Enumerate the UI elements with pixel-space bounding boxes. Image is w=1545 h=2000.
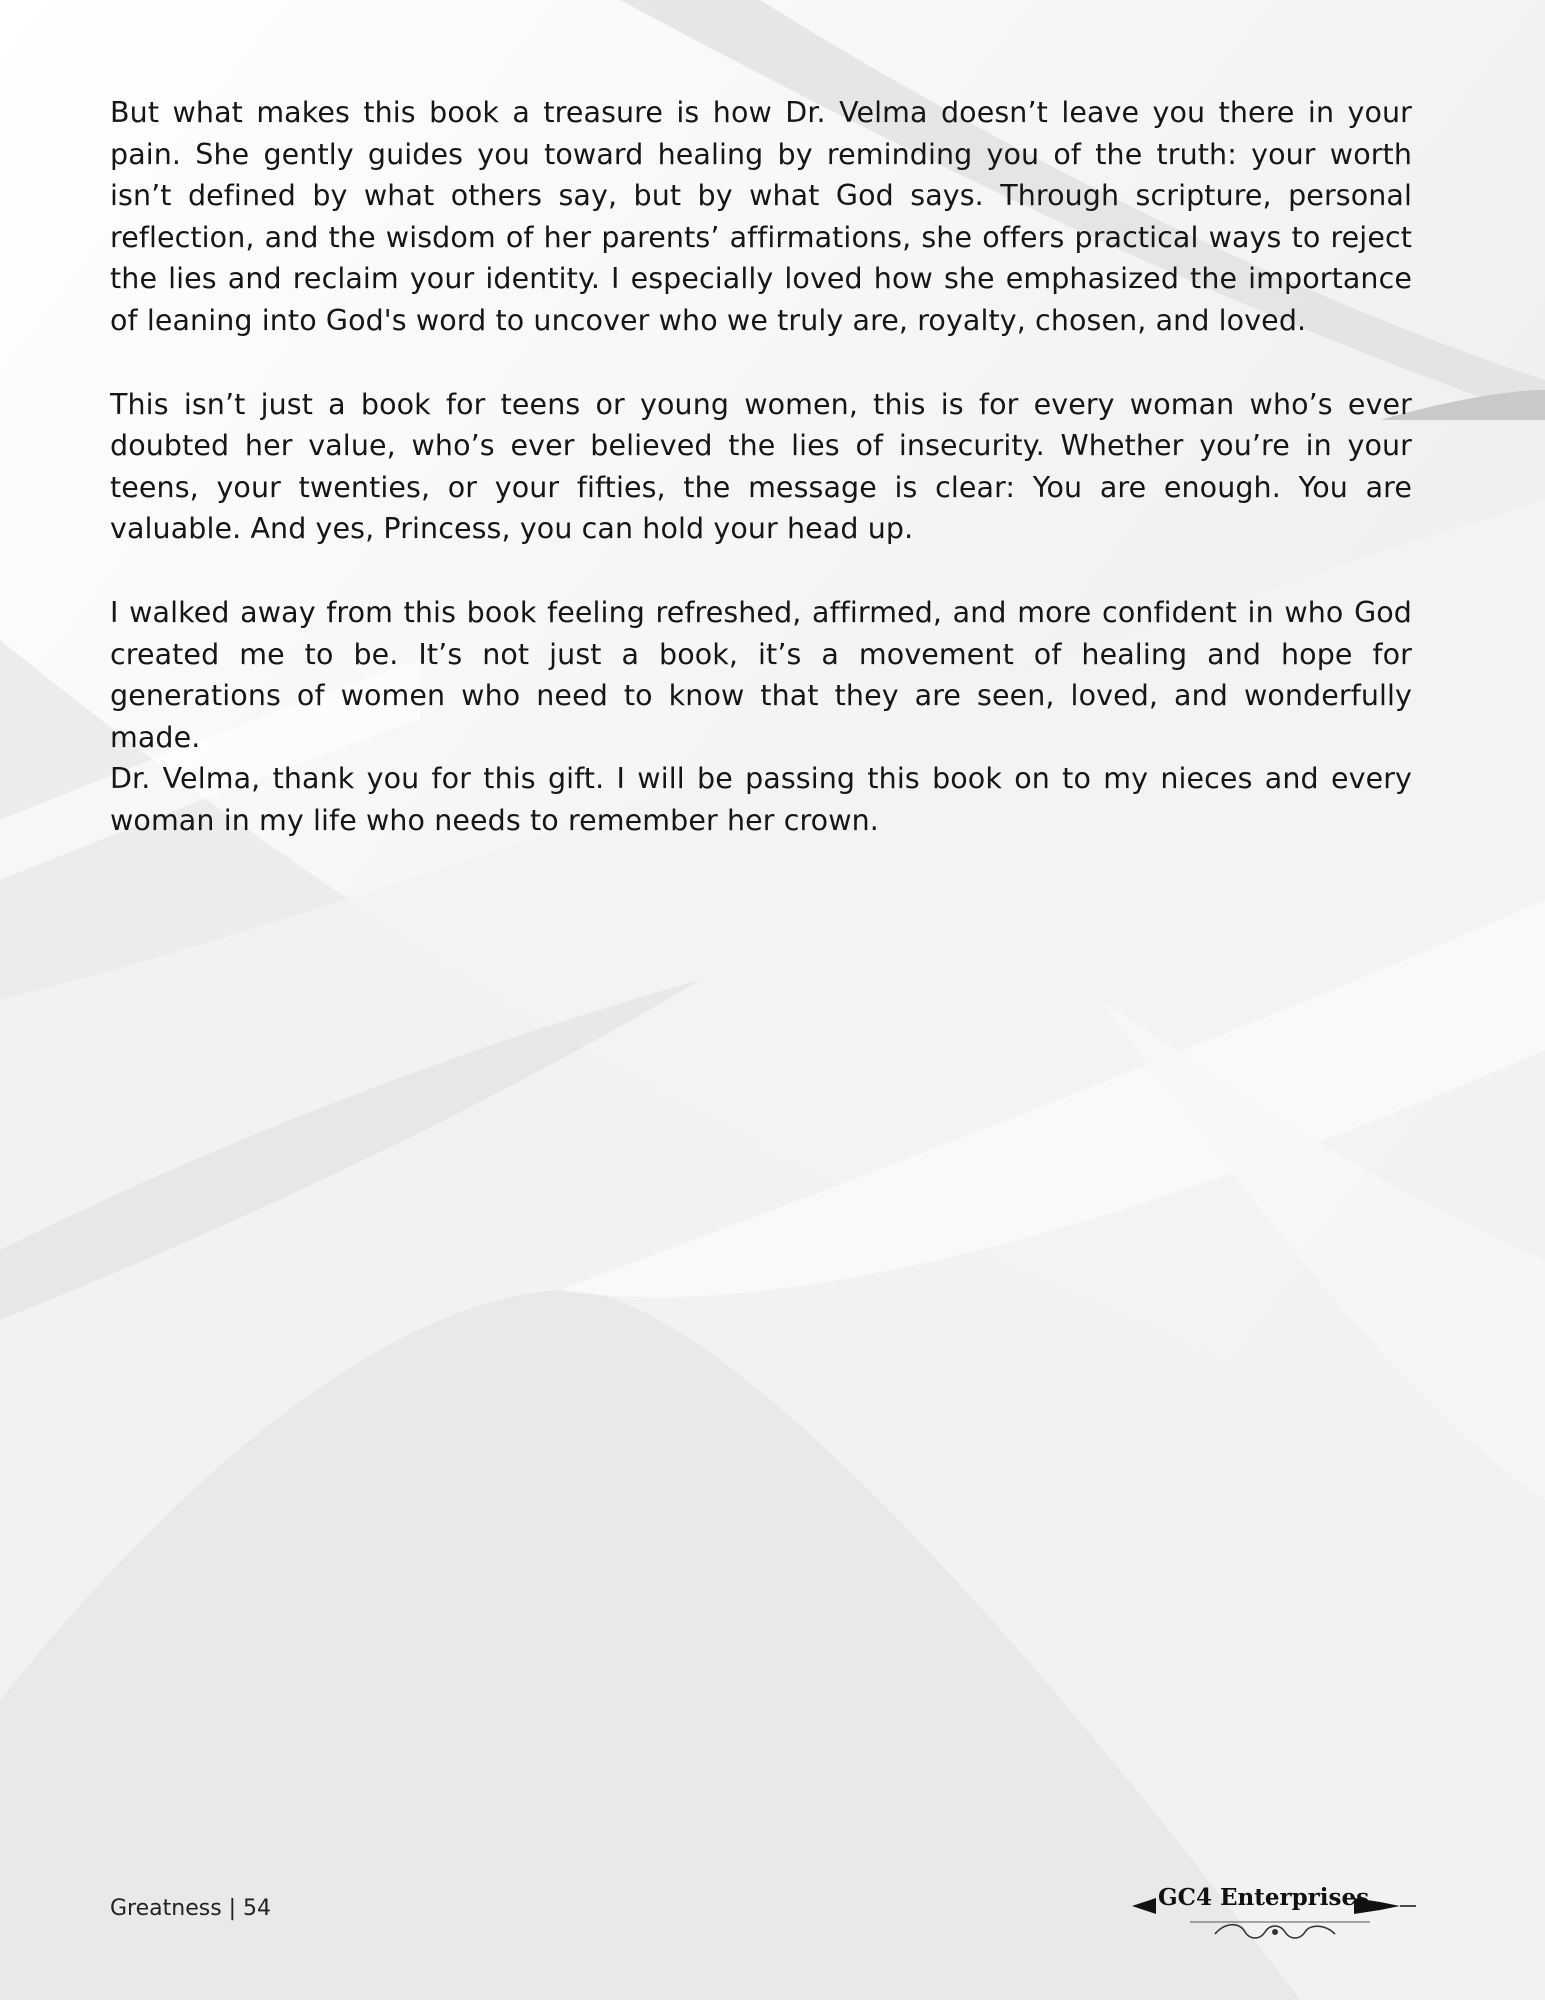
paragraph-3: I walked away from this book feeling refreshed, affirmed, and more confident in who God created me to be. It’s not just a book, it’s a movement of healing and hope for generations of women who need to know that they are seen, loved, and wonderfully made. <box>110 595 1412 754</box>
paragraph-4: Dr. Velma, thank you for this gift. I will be passing this book on to my nieces and every woman in my life who needs to remember her crown. <box>110 762 1412 837</box>
paragraph-1: But what makes this book a treasure is how Dr. Velma doesn’t leave you there in your pain. She gently guides you toward healing by reminding you of the truth: your worth isn’t defined by what others say, but by what God says. Through scripture, personal reflection, and the wisdom of her parents’ affirmations, she offers practical ways to reject the lies and reclaim your identity. I especially loved how she emphasized the importance of leaning into God's word to uncover who we truly are, royalty, chosen, and loved. <box>110 96 1412 337</box>
page-body <box>110 92 1412 884</box>
publisher-logo <box>1130 1884 1420 1954</box>
running-footer: Greatness | 54 <box>110 1896 272 1921</box>
logo-wordmark: GC4 Enterprises <box>1158 1884 1370 1911</box>
paragraph-2: This isn’t just a book for teens or young women, this is for every woman who’s ever doubted her value, who’s ever believed the lies of insecurity. Whether you’re in your teens, your twenties, or your fifties, the message is clear: You are enough. You are valuable. And yes, Princess, you can hold your head up. <box>110 387 1412 546</box>
